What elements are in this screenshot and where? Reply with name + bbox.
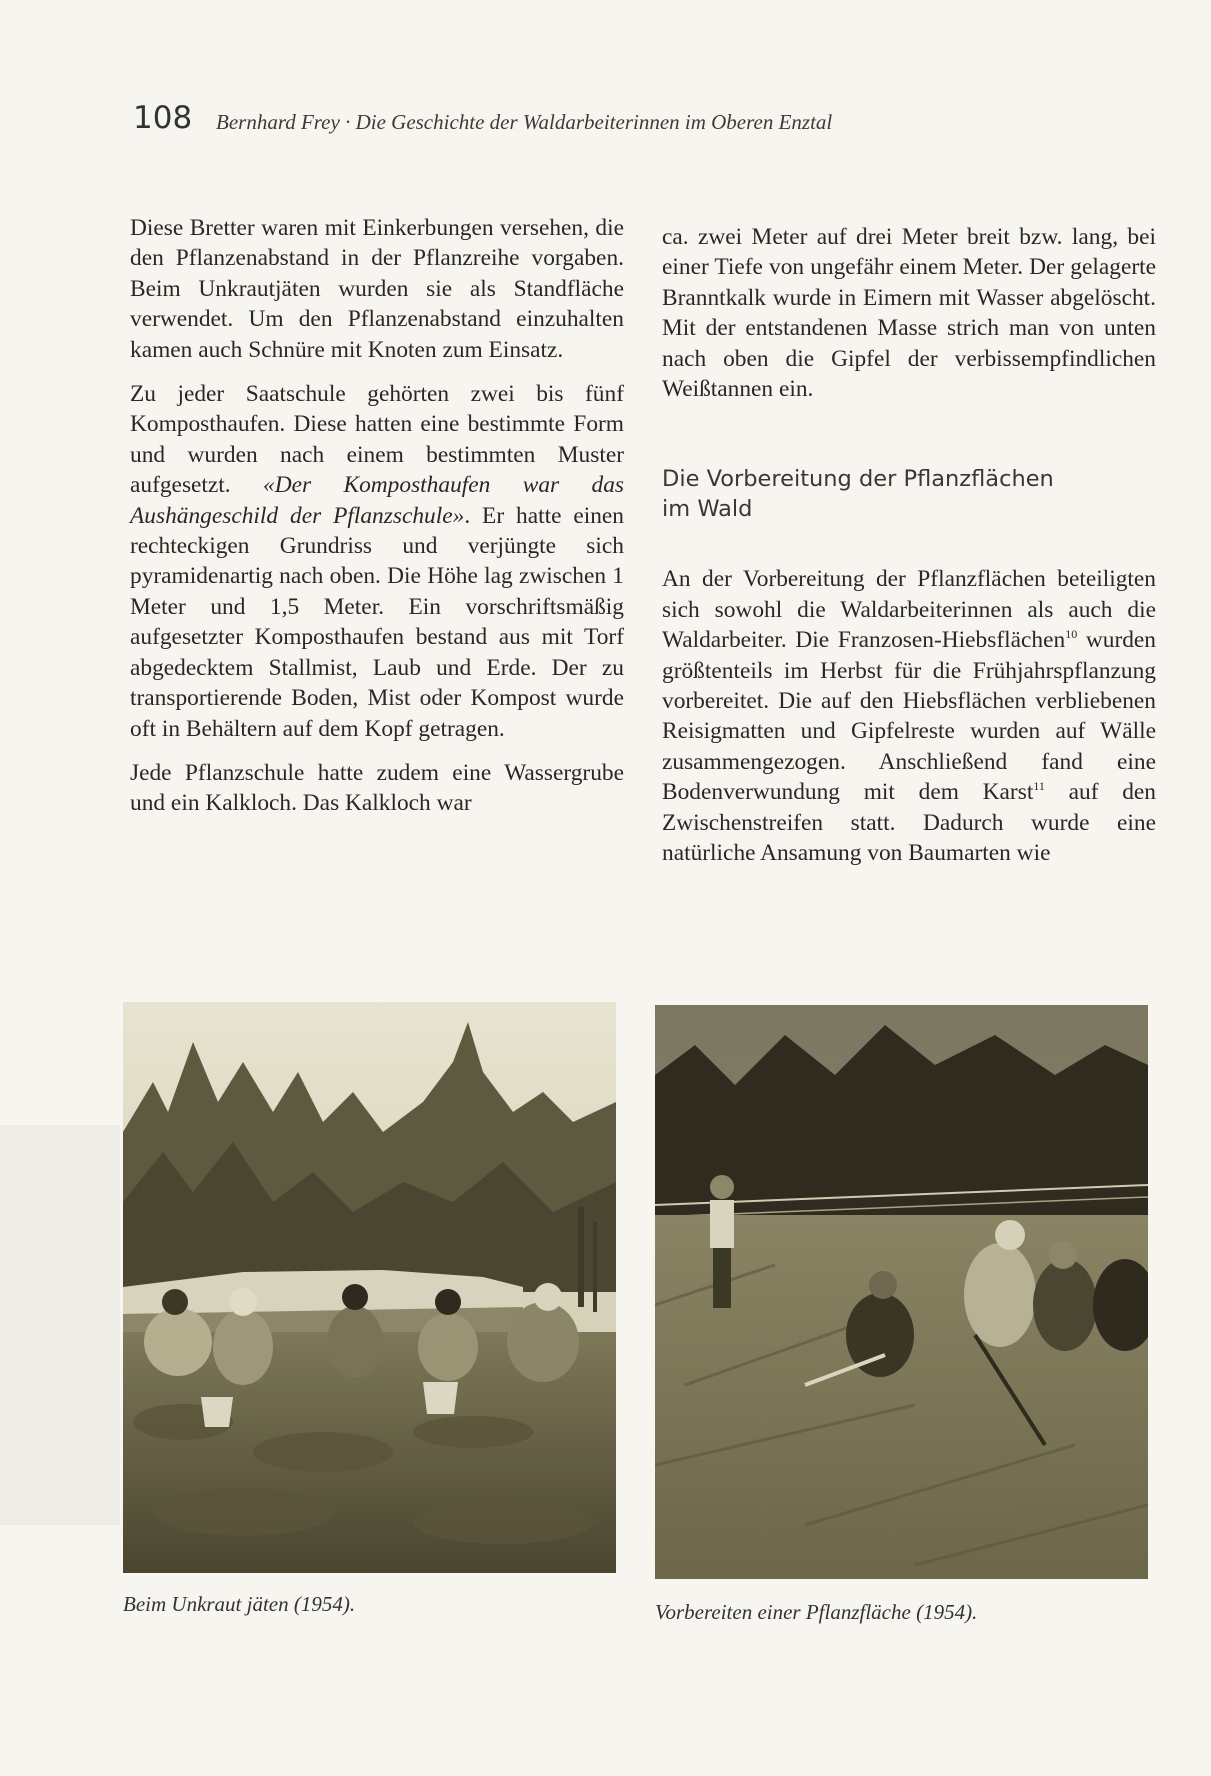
photo-weeding — [123, 1002, 616, 1573]
heading-line: im Wald — [662, 496, 753, 523]
page-header — [133, 100, 1093, 144]
right-column — [662, 222, 1156, 869]
section-heading — [662, 464, 1156, 524]
text: . Er hatte einen rechteckigen Grundriss und verjüngte sich pyramidenartig nach oben. Die Höhe lag zwischen 1 Meter und 1,5 Meter. Ein vorschriftsmäßig aufgesetzter Komposthaufen bestand aus mit Torf abgedecktem Stallmist, Laub und Erde. Der zu transportierende Boden, Mist oder Kompost wurde oft in Behältern auf dem Kopf getragen. — [130, 502, 625, 742]
figure-caption: Beim Unkraut jäten (1954). — [123, 1592, 356, 1616]
paragraph: ca. zwei Meter auf drei Meter breit bzw. lang, bei einer Tiefe von ungefähr einem Meter. Der gelagerte Branntkalk wurde in Eimern mit Wasser abgelöscht. Mit der entstandenen Masse strich man von unten nach oben die Gipfel der verbissempfindlichen Weißtannen ein. — [662, 224, 1156, 403]
heading-line: Die Vorbereitung der Pflanzflächen — [662, 466, 1054, 493]
scan-shadow — [0, 1125, 120, 1525]
text: Zu jeder Saatschule gehörten zwei bis fünf Komposthaufen. Diese hatten eine bestimmte Form und wurden nach einem bestimmten Muster aufgesetzt. — [130, 381, 624, 499]
paragraph: Diese Bretter waren mit Einkerbungen versehen, die den Pflanzenabstand in der Pflanzreihe vorgaben. Beim Unkrautjäten wurden sie als Standfläche verwendet. Um den Pflanzenabstand einzuhalten kamen auch Schnüre mit Knoten zum Einsatz. — [130, 215, 624, 363]
paragraph: Jede Pflanzschule hatte zudem eine Wassergrube und ein Kalkloch. Das Kalkloch war — [130, 759, 624, 817]
left-column — [130, 213, 624, 819]
figure-caption: Vorbereiten einer Pflanzfläche (1954). — [655, 1600, 978, 1624]
quote: «Der Komposthaufen war das Aushängeschild der Pflanzschule» — [130, 472, 624, 529]
paragraph — [662, 564, 1156, 868]
text: wurden größtenteils im Herbst für die Frühjahrspflanzung vorbereitet. Die auf den Hiebsflächen verbliebenen Reisigmatten und Gipfelreste wurden auf Wälle zusammengezogen. Anschließend fand eine Bodenverwundung mit dem Karst — [662, 627, 1157, 806]
footnote-ref: 11 — [1033, 779, 1045, 794]
paragraph — [130, 379, 624, 744]
text: An der Vorbereitung der Pflanzflächen beteiligten sich sowohl die Waldarbeiterinnen als auch die Waldarbeiter. Die Franzosen-Hiebsflächen — [662, 566, 1156, 654]
photo-planting-area — [655, 1005, 1148, 1579]
footnote-ref: 10 — [1065, 627, 1078, 642]
running-title: Bernhard Frey · Die Geschichte der Waldarbeiterinnen im Oberen Enztal — [216, 110, 833, 134]
text: auf den Zwischenstreifen statt. Dadurch wurde eine natürliche Ansamung von Baumarten wie — [662, 779, 1156, 867]
page-number: 108 — [133, 100, 193, 136]
